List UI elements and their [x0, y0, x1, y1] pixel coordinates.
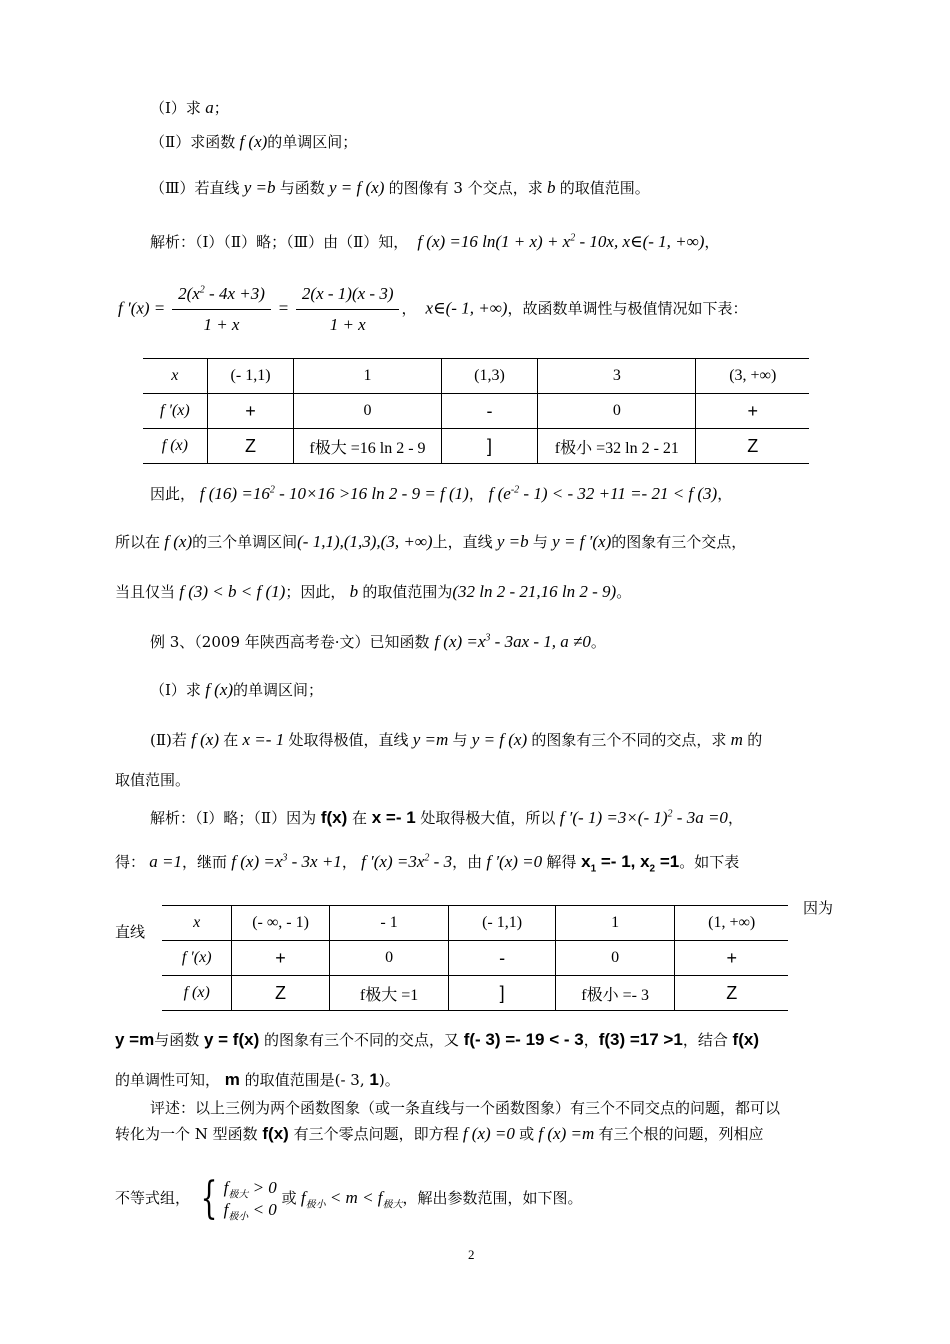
monotonicity-table-1 — [143, 358, 809, 464]
question-3: （Ⅲ）若直线 y =b 与函数 y = f (x) 的图像有 3 个交点，求 b 的取值范围。 — [150, 178, 650, 197]
solution-2-line-1: 解析：（Ⅰ）略；（Ⅱ）因为 f(x) 在 x =- 1 处取得极大值，所以 f ′(- 1) =3×(- 1)$^2$ - 3a =0， — [150, 808, 743, 827]
left-brace: { — [200, 1173, 218, 1224]
page-number: 2 — [468, 1247, 475, 1262]
solution-2-because: 因为 — [803, 899, 834, 917]
solution-1-intro: 解析：（Ⅰ）（Ⅱ）略；（Ⅲ）由（Ⅱ）知， f (x) =16 $\ln(1 + x) + x^2 - 10x$, x∈(- 1, +∞)， — [150, 232, 720, 251]
table-row: x (- 1,1) 1 (1,3) 3 (3, +∞) — [143, 359, 809, 394]
table-row: f ′(x) + 0 - 0 + — [143, 394, 809, 429]
inequality-system: $f_{极大} > 0$ $f_{极小} < 0$ — [223, 1178, 277, 1223]
table-row: f ′(x) + 0 - 0 + — [162, 941, 788, 976]
example-3-q2: (Ⅱ)若 f (x) 在 x =- 1 处取得极值，直线 y =m 与 y = f (x) 的图象有三个不同的交点，求 m 的 — [150, 730, 763, 749]
solution-1-line-2: 所以在 f (x)的三个单调区间(- 1,1),(1,3),(3, +∞)上，直线 y =b 与 y = f ′(x)的图象有三个交点， — [115, 532, 747, 551]
monotonicity-table-2 — [162, 905, 788, 1011]
table-row: f (x) Z f极大 =1 ] f极小 =- 3 Z — [162, 976, 788, 1011]
comment-line-1: 评述：以上三例为两个函数图象（或一条直线与一个函数图象）有三个不同交点的问题，都可以 — [150, 1099, 781, 1117]
comment-line-2: 转化为一个 N 型函数 f(x) 有三个零点问题，即方程 f (x) =0 或 f (x) =m 有三个根的问题，列相应 — [115, 1124, 764, 1143]
solution-1-line-3: 当且仅当 f (3) < b < f (1)；因此， b 的取值范围为(32 ln 2 - 21,16 ln 2 - 9)。 — [115, 582, 632, 601]
table-row: x (- ∞, - 1) - 1 (- 1,1) 1 (1, +∞) — [162, 906, 788, 941]
example-3-q1: （Ⅰ）求 f (x)的单调区间； — [150, 680, 324, 699]
solution-1-therefore: 因此， f $(16) =16^2 - 10\times 16 >16$ ln 2 - 9 = f (1)， f $(e^{-2} - 1)$ < - 32 +11 =- 21 < f (3)， — [150, 484, 733, 503]
question-2: （Ⅱ）求函数 f (x)的单调区间； — [150, 132, 358, 151]
example-3-title: 例 3、（2009 年陕西高考卷·文）已知函数 f $(x) =x^3 - 3ax - 1$, a ≠0。 — [150, 632, 606, 651]
comment-line-3: 不等式组， { $f_{极大} > 0$ $f_{极小} < 0$ 或 $f_{极小} < m < f_{极大}$，解出参数范围，如下图。 — [115, 1173, 583, 1224]
derivative-formula: f ′(x) = $\frac{2(x^2 - 4x +3)}{1 + x}$ = $\frac{2(x - 1)(x - 3)}{1 + x}$ ， x∈(- 1, +∞)，故函数单调性与极值情况如下表： — [118, 284, 748, 334]
question-1: （Ⅰ）求 a； — [150, 98, 229, 117]
solution-2-line-3: y =m与函数 y = f(x) 的图象有三个不同的交点，又 f(- 3) =- 19 < - 3，f(3) =17 >1，结合 f(x) — [115, 1030, 759, 1049]
solution-2-line-label: 直线 — [115, 923, 146, 941]
solution-2-line-2: 得： a =1，继而 f $(x) =x^3 - 3x +1$， f $'(x) =3x^2 - 3$，由 f ′(x) =0 解得 $x_1 =- 1$, $x_2 =1$。如下表 — [115, 852, 740, 875]
table-row: f (x) Z f极大 =16 ln 2 - 9 ] f极小 =32 ln 2 - 21 Z — [143, 429, 809, 464]
solution-2-line-4: 的单调性可知， m 的取值范围是(- 3, 1)。 — [115, 1070, 400, 1089]
example-3-q2-cont: 取值范围。 — [115, 771, 191, 789]
